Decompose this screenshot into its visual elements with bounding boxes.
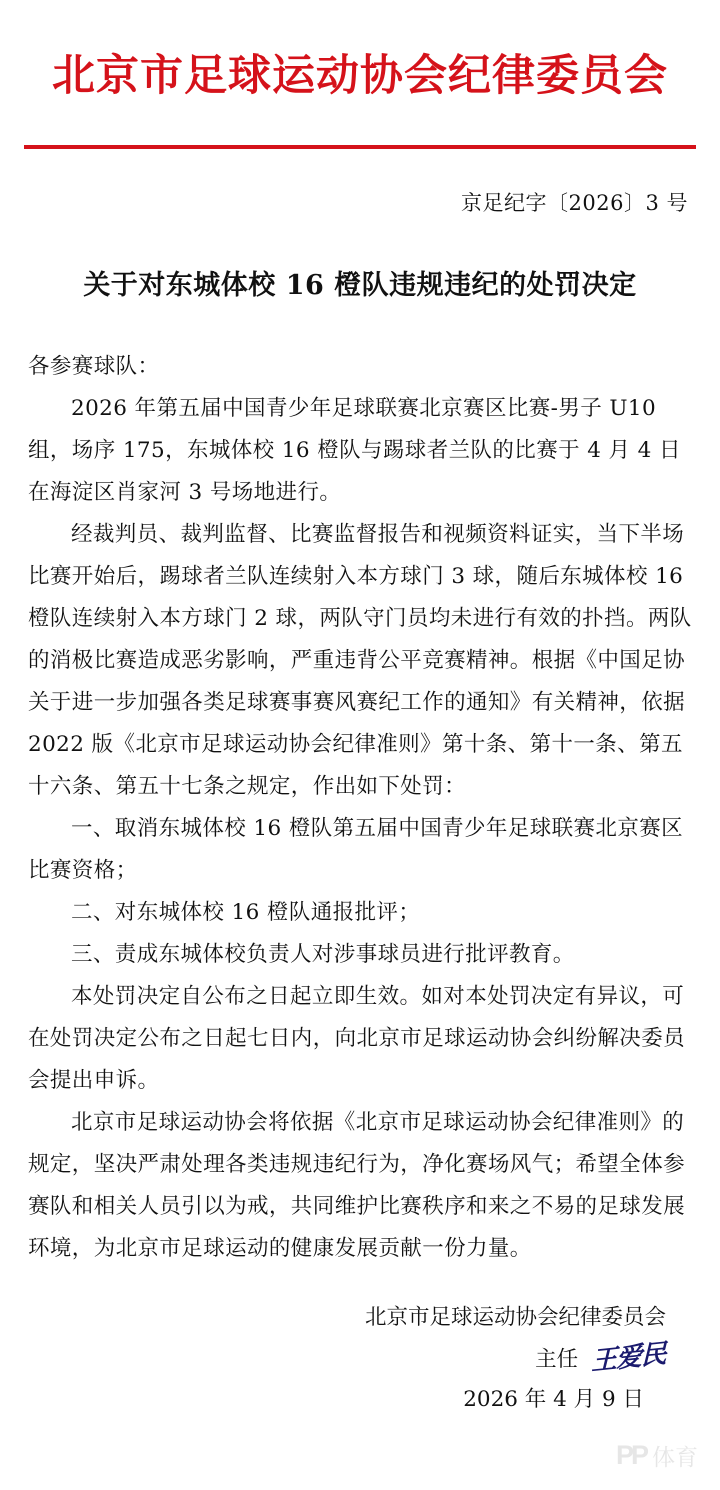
paragraph-closing: 北京市足球运动协会将依据《北京市足球运动协会纪律准则》的规定，坚决严肃处理各类违规违纪行为，净化赛场风气；希望全体参赛队和相关人员引以为戒，共同维护比赛秩序和来之不易的足球发展环境，为北京市足球运动的健康发展贡献一份力量。 (28, 1110, 686, 1262)
signer-role-label: 主任 (535, 1347, 579, 1373)
masthead (24, 0, 696, 101)
penalty-item-3: 三、责成东城体校负责人对涉事球员进行批评教育。 (71, 942, 575, 968)
paragraph-2: 经裁判员、裁判监督、比赛监督报告和视频资料证实，当下半场比赛开始后，踢球者兰队连续射入本方球门 3 球，随后东城体校 16 橙队连续射入本方球门 2 球，两队守门员均未进行有效的扑挡。两队的消极比赛造成恶劣影响，严重违背公平竞赛精神。根据《中国足协关于进一步加强各类足球赛事赛风赛纪工作的通知》有关精神，依据 2022 版《北京市足球运动协会纪律准则》第十条、第十一条、第五十六条、第五十七条之规定，作出如下处罚： (28, 522, 692, 800)
watermark (616, 1439, 698, 1472)
document-body (24, 346, 696, 1270)
signing-organization: 北京市足球运动协会纪律委员会 (364, 1305, 666, 1331)
signature-line (24, 1338, 666, 1380)
paragraph-appeal: 本处罚决定自公布之日起立即生效。如对本处罚决定有异议，可在处罚决定公布之日起七日内，向北京市足球运动协会纠纷解决委员会提出申诉。 (28, 984, 686, 1094)
handwritten-signature: 王爱民 (591, 1339, 666, 1378)
paragraph-1: 2026 年第五届中国青少年足球联赛北京赛区比赛‑男子 U10 组，场序 175，东城体校 16 橙队与踢球者兰队的比赛于 4 月 4 日在海淀区肖家河 3 号场地进行。 (28, 396, 681, 506)
watermark-label: 体育 (652, 1444, 698, 1470)
salutation: 各参赛球队： (28, 354, 160, 380)
organization-title: 北京市足球运动协会纪律委员会 (52, 51, 668, 101)
penalty-item-1: 一、取消东城体校 16 橙队第五届中国青少年足球联赛北京赛区比赛资格； (28, 816, 684, 884)
document-title: 关于对东城体校 16 橙队违规违纪的处罚决定 (83, 270, 637, 302)
pp-logo-icon: PP (615, 1440, 646, 1470)
document-number: 京足纪字〔2026〕3 号 (461, 191, 688, 216)
signing-date: 2026 年 4 月 9 日 (463, 1387, 644, 1413)
signature-block (24, 1298, 696, 1420)
red-divider-rule (24, 145, 696, 149)
penalty-item-2: 二、对东城体校 16 橙队通报批评； (71, 900, 421, 926)
